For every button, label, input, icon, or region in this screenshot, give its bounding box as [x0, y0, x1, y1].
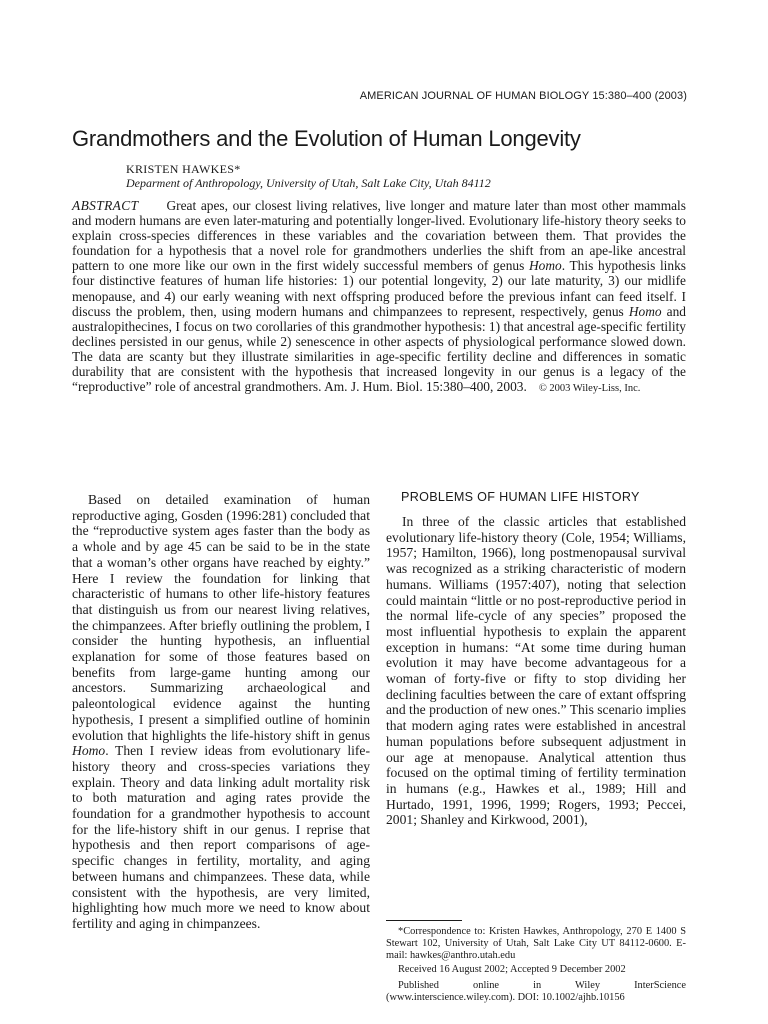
abstract-text-3: and australopithecines, I focus on two corollaries of this grandmother hypothesis: 1) that ancestral age-specific fertility declines persisted in our genus, while 2) senescence in other aspects of physiological performance slowed down. The data are scanty but they illustrate similarities in age-specific fertility decline and differences in somatic durability that are consistent with the hypothesis that increased longevity in our genus is a legacy of the “reproductive” role of ancestral grandmothers. Am. J. Hum. Biol. 15:380–400, 2003.	[72, 303, 686, 395]
abstract-text-1: Great apes, our closest living relatives, live longer and mature later than most other mammals and modern humans are even later-maturing and potentially longer-lived. Evolutionary life-history theory seeks to explain cross-species differences in these variables and the covariation between them. That provides the foundation for a hypothesis that a novel role for grandmothers underlies the shift from an ape-like ancestral pattern to one more like our own in the first widely successful members of genus	[72, 198, 686, 274]
abstract	[72, 198, 686, 396]
abstract-genus-1: Homo	[528, 258, 562, 274]
section-paragraph: In three of the classic articles that established evolutionary life-history theory (Cole, 1954; Williams, 1957; Hamilton, 1966), long postmenopausal survival was recognized as a striking characteristic of modern humans. Williams (1957:407), noting that selection could maintain “little or no post-reproductive period in the normal life-cycle of any species” proposed the most influential hypothesis to explain the apparent exception in humans: “At some time during human evolution it may have become advantageous for a woman of forty-five or fifty to stop dividing her declining faculties between the care of extant offspring and the production of new ones.” This scenario implies that modern aging rates were established in ancestral human populations before subsequent adjustment in our age at menopause. Analytical attention thus focused on the optimal timing of fertility termination in humans (e.g., Hawkes et al., 1989; Hill and Hurtado, 1991, 1996, 1999; Rogers, 1993; Peccei, 2001; Shanley and Kirkwood, 2001),	[386, 514, 686, 828]
intro-paragraph	[72, 492, 370, 932]
author-name: KRISTEN HAWKES*	[126, 162, 241, 176]
right-column	[386, 514, 686, 828]
footnote-rule	[386, 920, 462, 921]
journal-header: AMERICAN JOURNAL OF HUMAN BIOLOGY 15:380–400 (2003)	[359, 90, 687, 102]
intro-genus: Homo	[72, 743, 106, 759]
abstract-text-2: . This hypothesis links four distinctive features of human life histories: 1) our potential longevity, 2) our late maturity, 3) our midlife menopause, and 4) our early weaning with next offspring produced before the previous infant can feed itself. I discuss the problem, then, using modern humans and chimpanzees to represent, respectively, genus	[72, 258, 687, 319]
received-footnote: Received 16 August 2002; Accepted 9 December 2002	[398, 964, 626, 975]
intro-text-2: . Then I review ideas from evolutionary life-history theory and cross-species variations they explain. Theory and data linking adult mortality risk to both maturation and aging rates provide the foundation for a grandmother hypothesis to account for the life-history shift in our genus. I reprise that hypothesis and then report comparisons of age-specific changes in fertility, mortality, and aging between humans and chimpanzees. These data, while consistent with the hypothesis, are very limited, highlighting how much more we need to know about fertility and aging in chimpanzees.	[72, 743, 370, 931]
author-affiliation: Deparment of Anthropology, University of Utah, Salt Lake City, Utah 84112	[126, 176, 491, 190]
abstract-genus-2: Homo	[628, 303, 662, 319]
article-title: Grandmothers and the Evolution of Human Longevity	[72, 126, 581, 151]
intro-text-1: Based on detailed examination of human reproductive aging, Gosden (1996:281) concluded that the “reproductive system ages faster than the body as a whole and by age 45 can be said to be in the state that a woman’s other organs have reached by eighty.” Here I review the foundation for linking that characteristic of humans to other life-history features that distinguish us from our nearest living relatives, the chimpanzees. After briefly outlining the problem, I consider the hunting hypothesis, an influential explanation for some of those features based on benefits from large-game hunting among our ancestors. Summarizing archaeological and paleontological evidence against the hunting hypothesis, I present a simplified outline of hominin evolution that highlights the life-history shift in genus	[72, 492, 370, 743]
abstract-label: ABSTRACT	[72, 198, 139, 213]
published-footnote: Published online in Wiley InterScience (www.interscience.wiley.com). DOI: 10.1002/ajhb.10156	[386, 980, 686, 1004]
correspondence-footnote: *Correspondence to: Kristen Hawkes, Anthropology, 270 E 1400 S Stewart 102, University of Utah, Salt Lake City UT 84112-0600. E-mail: hawkes@anthro.utah.edu	[386, 926, 686, 962]
section-heading: PROBLEMS OF HUMAN LIFE HISTORY	[401, 490, 640, 504]
copyright-notice: © 2003 Wiley-Liss, Inc.	[538, 383, 641, 395]
left-column	[72, 492, 370, 932]
